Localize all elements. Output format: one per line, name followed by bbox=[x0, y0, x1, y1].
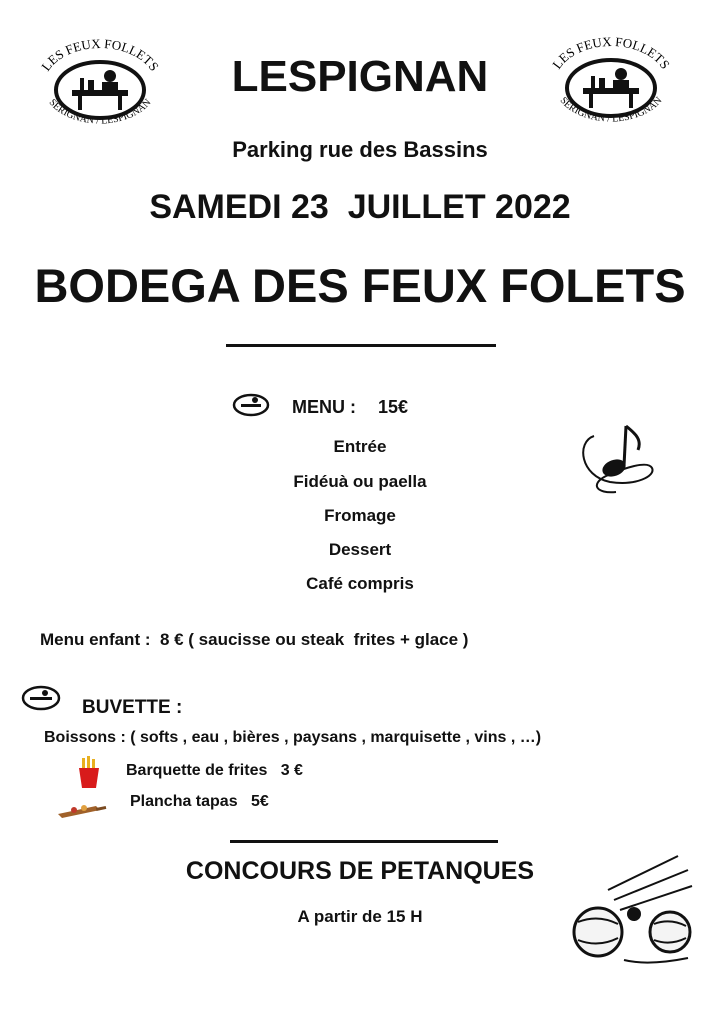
menu-course: Entrée bbox=[333, 437, 387, 456]
svg-text:SERIGNAN / LESPIGNAN: SERIGNAN / LESPIGNAN bbox=[557, 95, 665, 125]
menu-course: Dessert bbox=[328, 540, 392, 559]
menu-course: Café compris bbox=[306, 574, 414, 593]
contest-start: A partir de 15 H bbox=[297, 907, 423, 926]
drinks-list: Boissons : ( softs , eau , bières , paysans , marquisette , vins , …) bbox=[44, 729, 542, 746]
town-title: LESPIGNAN bbox=[231, 52, 489, 101]
event-title: BODEGA DES FEUX FOLETS bbox=[34, 259, 686, 312]
tapas-board-icon bbox=[56, 798, 108, 822]
small-logo-icon bbox=[20, 684, 62, 712]
menu-course: Fromage bbox=[324, 506, 396, 525]
kids-menu: Menu enfant : 8 € ( saucisse ou steak frites + glace ) bbox=[40, 630, 469, 649]
divider-top bbox=[226, 344, 496, 347]
svg-text:LES FEUX FOLLETS: LES FEUX FOLLETS bbox=[549, 36, 673, 72]
event-date: SAMEDI 23 JUILLET 2022 bbox=[149, 188, 571, 226]
petanque-balls-icon bbox=[568, 852, 696, 968]
menu-heading bbox=[292, 397, 408, 418]
tapas-item: Plancha tapas 5€ bbox=[130, 793, 269, 810]
menu-label: MENU : bbox=[292, 397, 356, 417]
buvette-heading: BUVETTE : bbox=[82, 697, 183, 718]
contest-title: CONCOURS DE PETANQUES bbox=[185, 857, 535, 885]
svg-text:LES FEUX FOLLETS: LES FEUX FOLLETS bbox=[38, 38, 162, 74]
menu-course: Fidéuà ou paella bbox=[293, 472, 427, 491]
fries-item: Barquette de frites 3 € bbox=[126, 762, 303, 779]
menu-price: 15€ bbox=[378, 397, 409, 417]
svg-text:SERIGNAN / LESPIGNAN: SERIGNAN / LESPIGNAN bbox=[46, 97, 154, 127]
location-text: Parking rue des Bassins bbox=[232, 137, 488, 162]
small-logo-icon bbox=[231, 392, 271, 418]
fries-icon bbox=[76, 756, 102, 790]
divider-bottom bbox=[230, 840, 498, 843]
music-note-icon bbox=[576, 420, 660, 500]
